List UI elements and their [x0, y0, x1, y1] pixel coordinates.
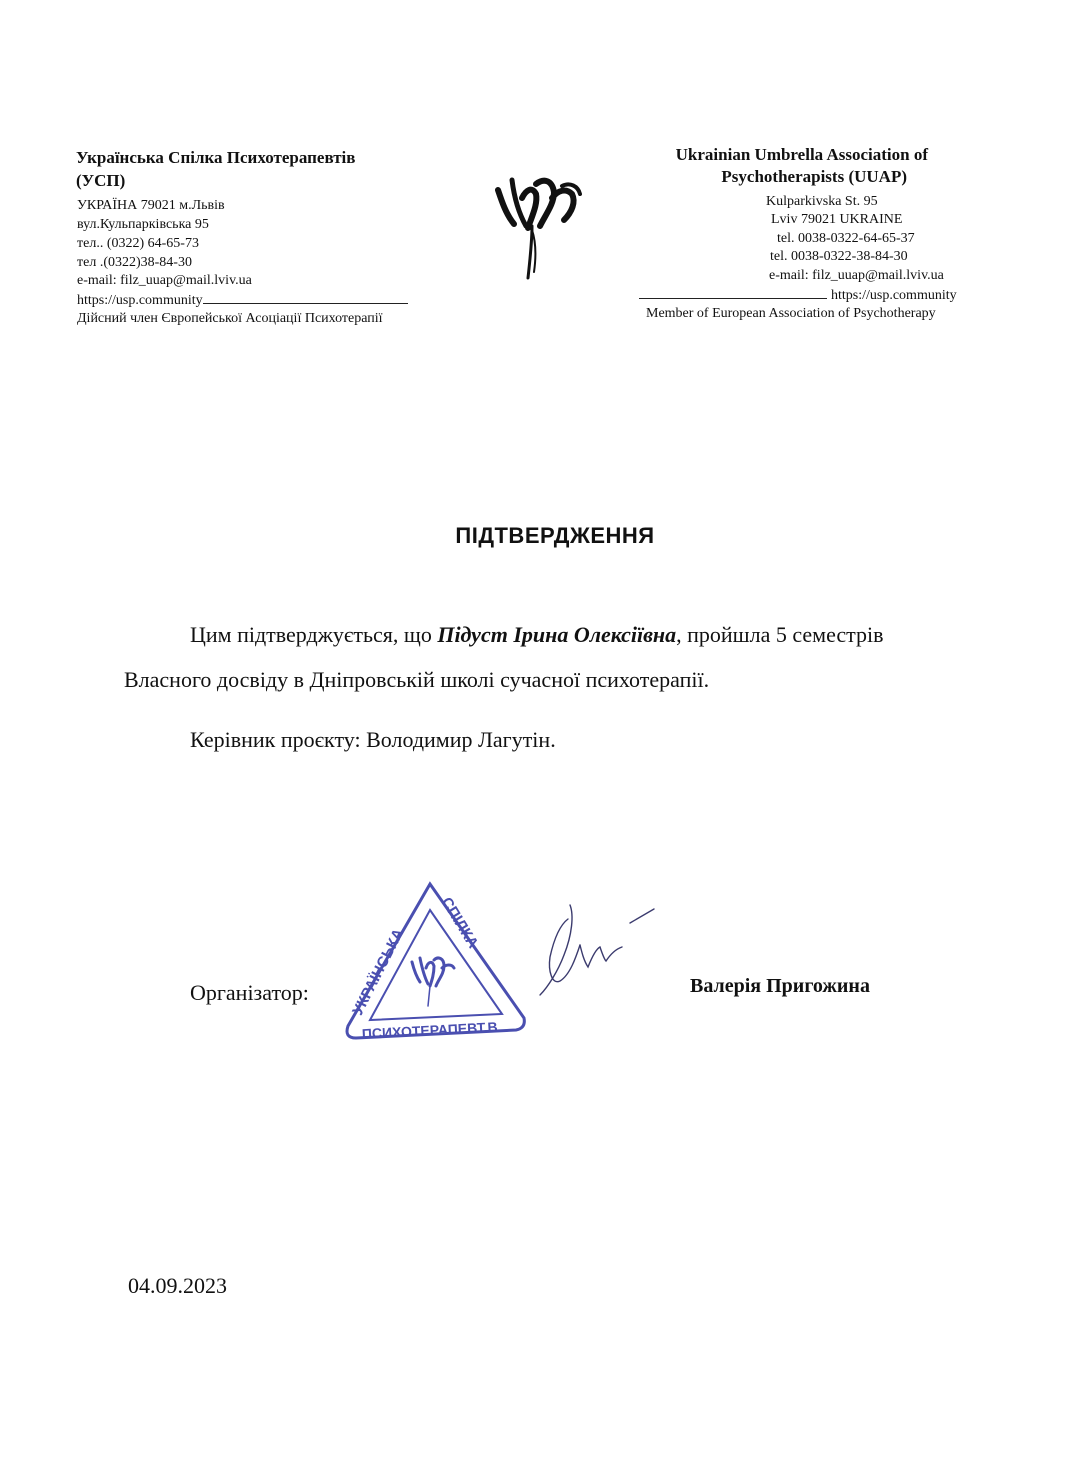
confirmation-prefix: Цим підтверджується, що	[190, 622, 438, 647]
project-lead: Керівник проєкту: Володимир Лагутін.	[190, 727, 556, 752]
header-left-phone2: тел .(0322)38-84-30	[77, 255, 192, 270]
header-right-address-line1: Kulparkivska St. 95	[766, 194, 878, 209]
stamp-text-right: СПІЛКА	[437, 894, 482, 952]
header-right-email: e-mail: filz_uuap@mail.lviv.ua	[769, 268, 944, 283]
header-right-website[interactable]: https://usp.community	[831, 288, 957, 303]
stamp-text-bottom: ПСИХОТЕРАПЕВТ.В	[361, 1018, 499, 1042]
header-left-address-line1: УКРАЇНА 79021 м.Львів	[77, 198, 225, 213]
header-left-membership: Дійсний член Європейської Асоціації Психотерапії	[77, 311, 383, 326]
header-left-title-line1: Українська Спілка Психотерапевтів	[76, 148, 356, 167]
header-left-title	[76, 146, 436, 192]
page-title: ПІДТВЕРДЖЕННЯ	[455, 523, 655, 548]
header-right-address-line2: Lviv 79021 UKRAINE	[771, 212, 903, 227]
usp-logo-icon	[492, 168, 584, 280]
header-right-title-line1: Ukrainian Umbrella Association of	[675, 145, 928, 164]
header-right-title	[600, 144, 1020, 188]
header-right-phone1: tel. 0038-0322-64-65-37	[777, 231, 915, 246]
header-left-address-line2: вул.Кульпарківська 95	[77, 217, 209, 232]
header-left-phone1: тел.. (0322) 64-65-73	[77, 236, 199, 251]
confirmation-paragraph-line2: Власного досвіду в Дніпровській школі сучасної психотерапії.	[124, 667, 710, 692]
header-right-title-line2: Psychotherapists (UUAP)	[721, 167, 907, 186]
header-left-website-row	[77, 291, 408, 310]
stamp-icon	[340, 878, 530, 1050]
header-right-website-underline	[639, 286, 827, 299]
signature-icon	[530, 895, 660, 1005]
confirmation-paragraph-line1	[190, 620, 884, 650]
header-right-website-row	[639, 286, 957, 305]
header-left-title-line2: (УСП)	[76, 171, 126, 190]
stamp-text-left: УКРАЇНСЬКА	[349, 925, 408, 1019]
confirmation-suffix: , пройшла 5 семестрів	[676, 622, 884, 647]
document-date: 04.09.2023	[128, 1273, 227, 1298]
header-right-phone2: tel. 0038-0322-38-84-30	[770, 249, 908, 264]
header-left-email: e-mail: filz_uuap@mail.lviv.ua	[77, 273, 252, 288]
organizer-label: Організатор:	[190, 980, 309, 1005]
svg-text:СПІЛКА	[438, 894, 482, 951]
organizer-name: Валерія Пригожина	[690, 975, 870, 997]
header-right-membership: Member of European Association of Psychotherapy	[646, 306, 936, 321]
header-left-website[interactable]: https://usp.community	[77, 293, 203, 308]
header-left-website-underline	[203, 291, 408, 304]
person-name: Підуст Ірина Олексіївна	[437, 622, 677, 647]
